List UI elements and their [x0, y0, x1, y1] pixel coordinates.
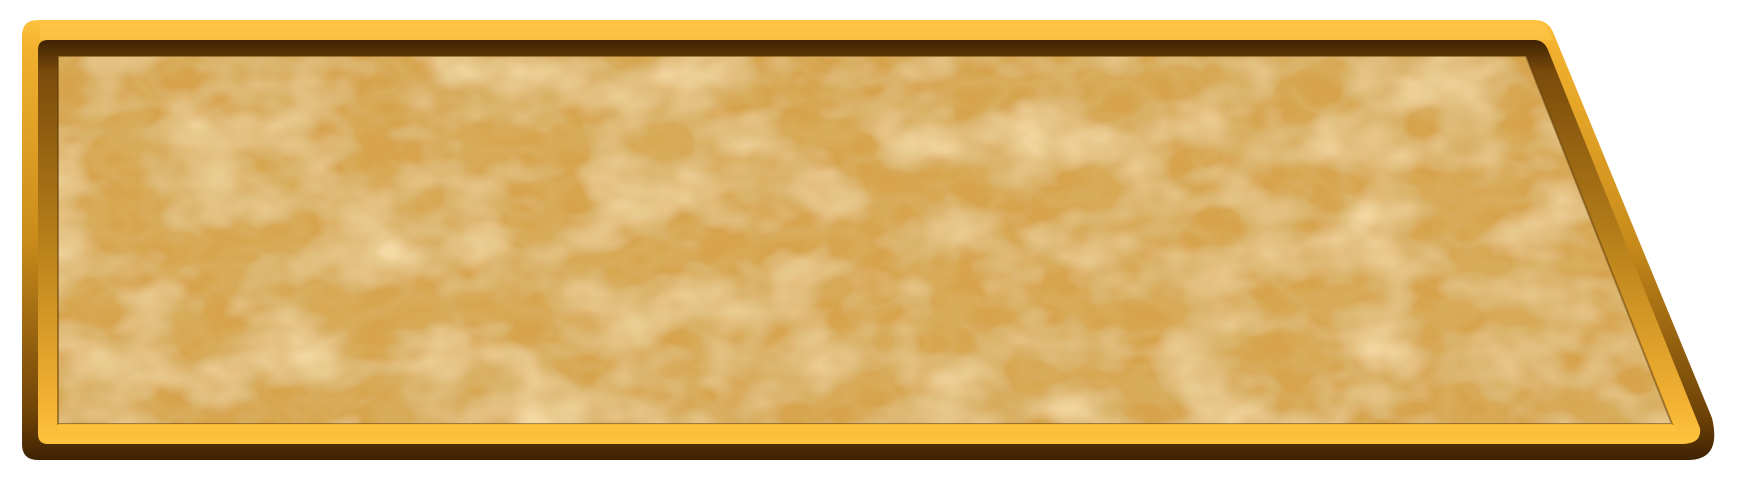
panel-surface	[40, 40, 1700, 440]
